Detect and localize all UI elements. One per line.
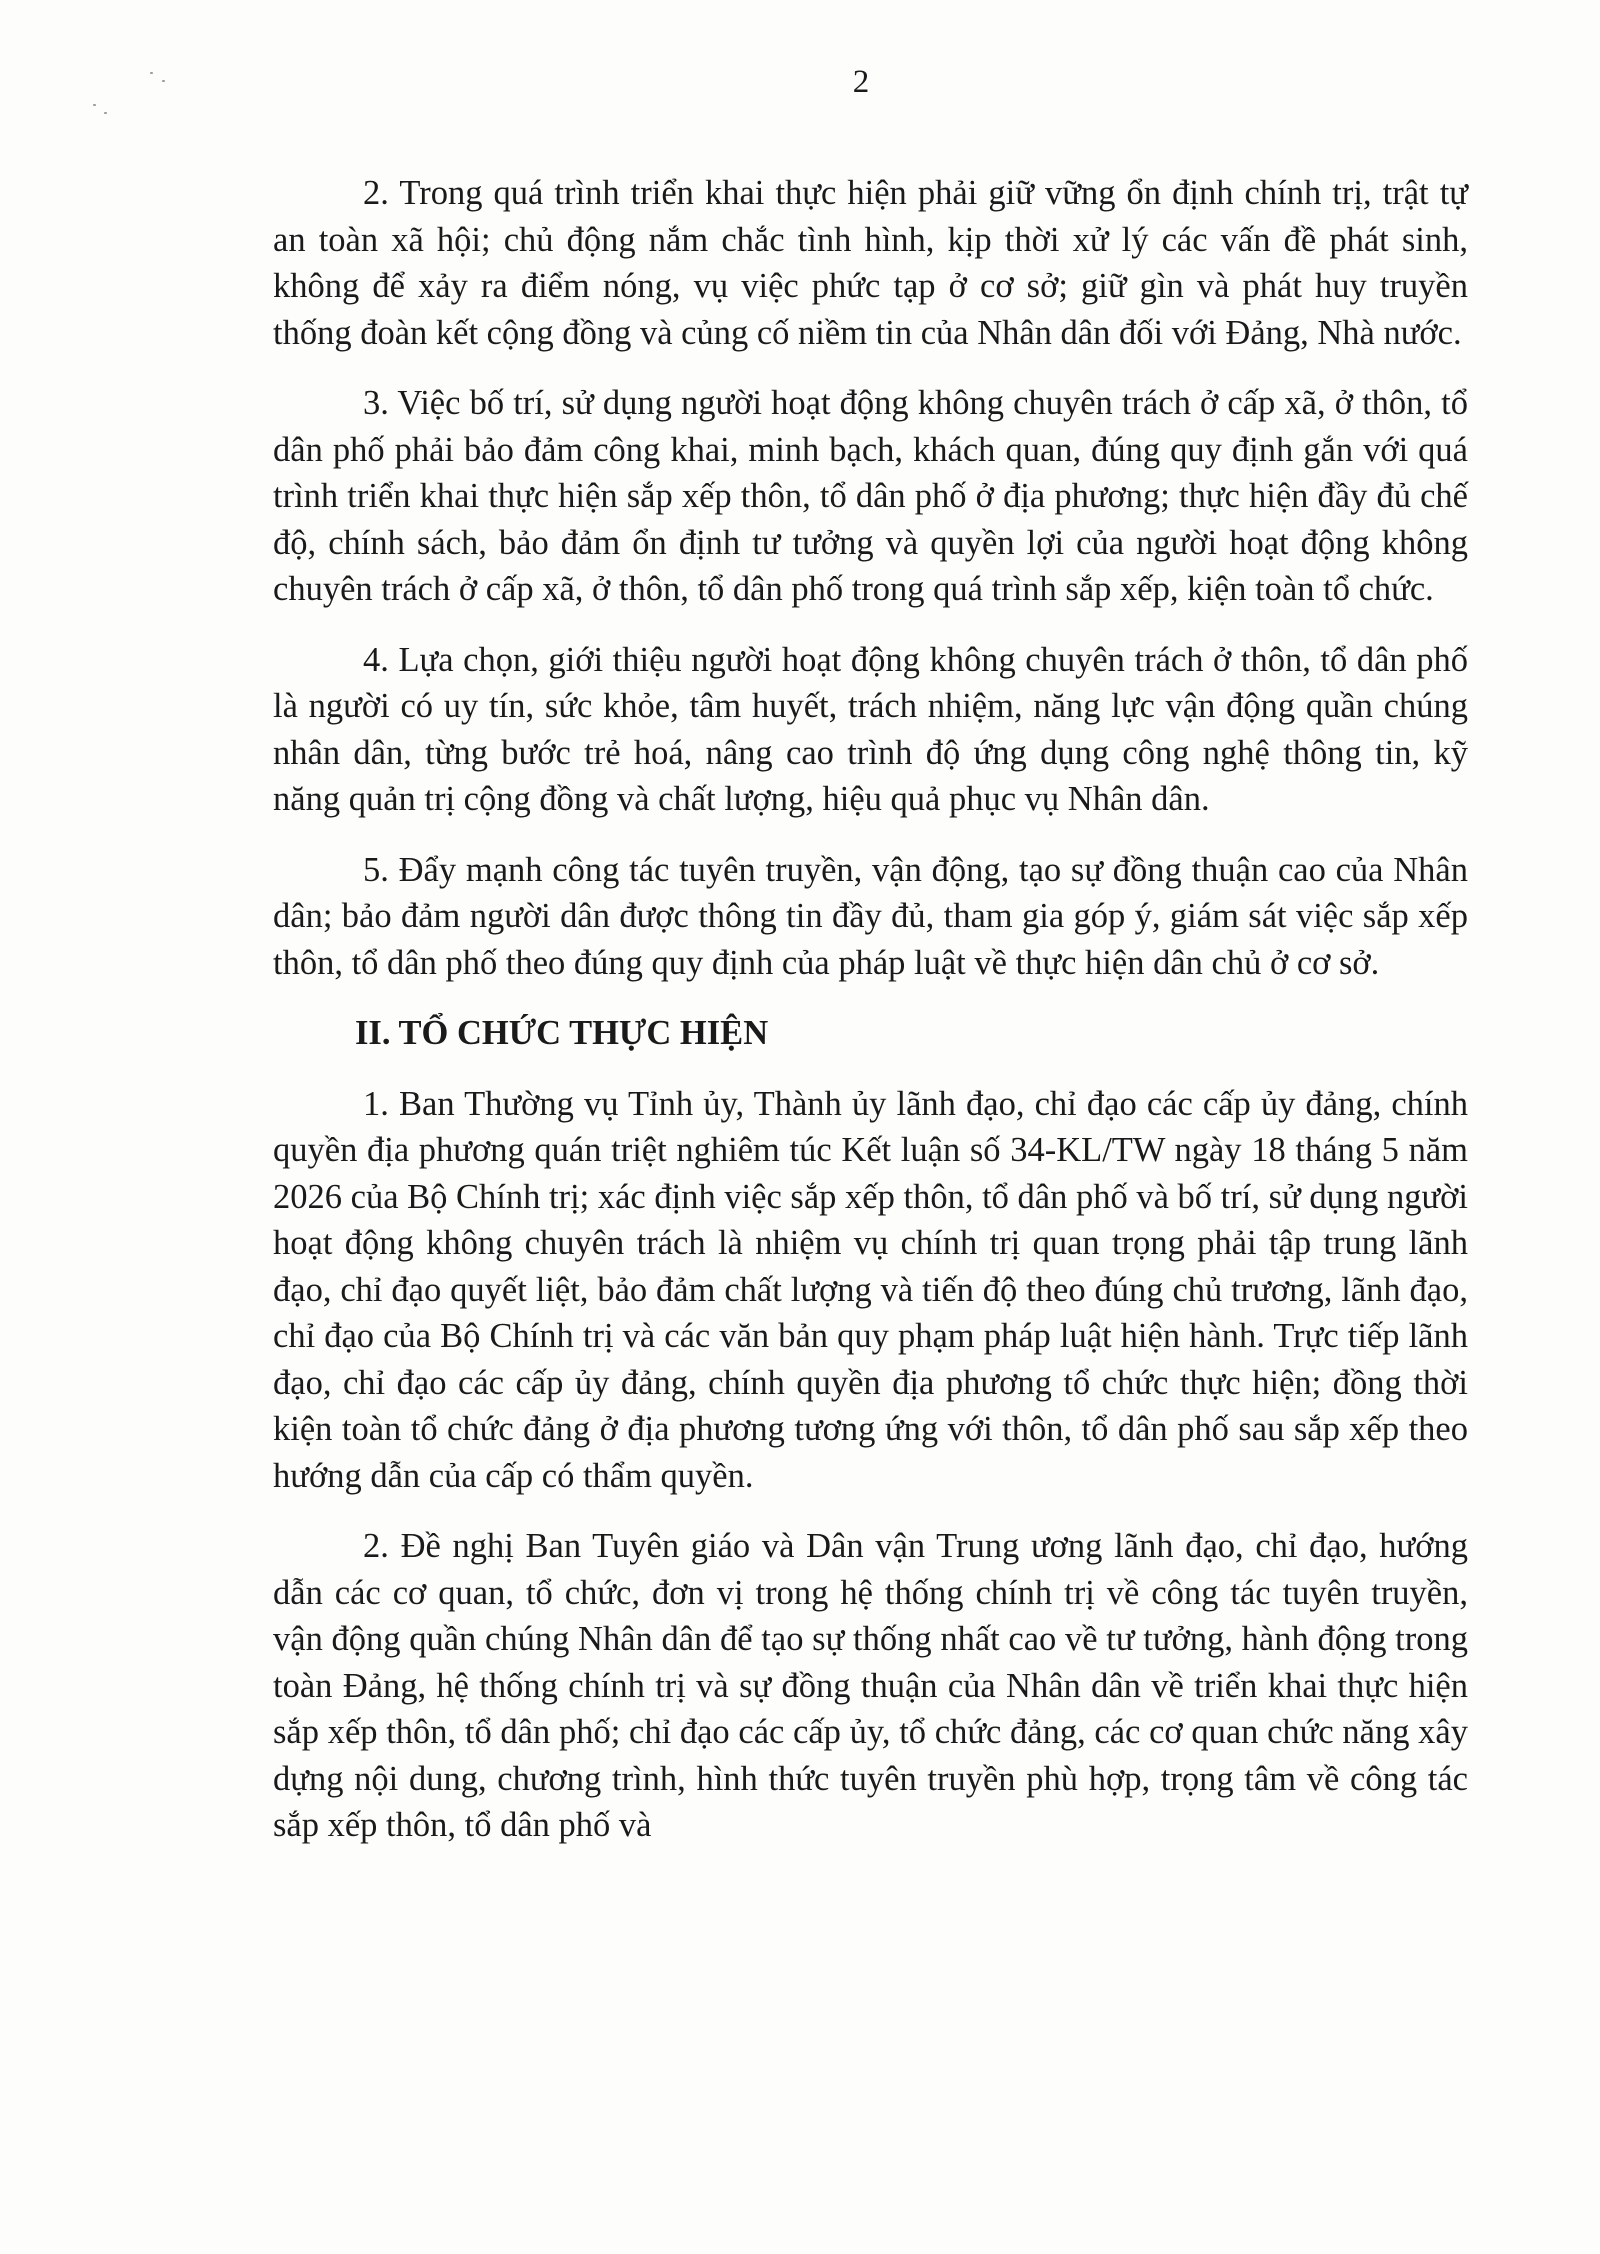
paragraph-item-5: 5. Đẩy mạnh công tác tuyên truyền, vận động, tạo sự đồng thuận cao của Nhân dân; bảo đảm người dân được thông tin đầy đủ, tham gia góp ý, giám sát việc sắp xếp thôn, tổ dân phố theo đúng quy định của pháp luật về thực hiện dân chủ ở cơ sở.: [273, 850, 1468, 982]
page-number: 2: [852, 64, 870, 100]
scan-speck: [104, 112, 107, 114]
paragraph-item-3: 3. Việc bố trí, sử dụng người hoạt động không chuyên trách ở cấp xã, ở thôn, tổ dân phố phải bảo đảm công khai, minh bạch, khách quan, đúng quy định gắn với quá trình triển khai thực hiện sắp xếp thôn, tổ dân phố ở địa phương; thực hiện đầy đủ chế độ, chính sách, bảo đảm ổn định tư tưởng và quyền lợi của người hoạt động không chuyên trách ở cấp xã, ở thôn, tổ dân phố trong quá trình sắp xếp, kiện toàn tổ chức.: [273, 384, 1468, 608]
document-body: [273, 170, 1468, 1871]
section-heading: II. TỔ CHỨC THỰC HIỆN: [355, 1014, 769, 1052]
scan-speck: [93, 104, 96, 106]
paragraph-item-4: 4. Lựa chọn, giới thiệu người hoạt động không chuyên trách ở thôn, tổ dân phố là người có uy tín, sức khỏe, tâm huyết, trách nhiệm, năng lực vận động quần chúng nhân dân, từng bước trẻ hoá, nâng cao trình độ ứng dụng công nghệ thông tin, kỹ năng quản trị cộng đồng và chất lượng, hiệu quả phục vụ Nhân dân.: [273, 640, 1468, 818]
paragraph-implementation-2: 2. Đề nghị Ban Tuyên giáo và Dân vận Trung ương lãnh đạo, chỉ đạo, hướng dẫn các cơ quan, tổ chức, đơn vị trong hệ thống chính trị về công tác tuyên truyền, vận động quần chúng Nhân dân để tạo sự thống nhất cao về tư tưởng, hành động trong toàn Đảng, hệ thống chính trị và sự đồng thuận của Nhân dân về triển khai thực hiện sắp xếp thôn, tổ dân phố; chỉ đạo các cấp ủy, tổ chức đảng, các cơ quan chức năng xây dựng nội dung, chương trình, hình thức tuyên truyền phù hợp, trọng tâm về công tác sắp xếp thôn, tổ dân phố và: [273, 1527, 1468, 1844]
paragraph-implementation-1: 1. Ban Thường vụ Tỉnh ủy, Thành ủy lãnh đạo, chỉ đạo các cấp ủy đảng, chính quyền địa phương quán triệt nghiêm túc Kết luận số 34-KL/TW ngày 18 tháng 5 năm 2026 của Bộ Chính trị; xác định việc sắp xếp thôn, tổ dân phố và bố trí, sử dụng người hoạt động không chuyên trách là nhiệm vụ chính trị quan trọng phải tập trung lãnh đạo, chỉ đạo quyết liệt, bảo đảm chất lượng và tiến độ theo đúng chủ trương, lãnh đạo, chỉ đạo của Bộ Chính trị và các văn bản quy phạm pháp luật hiện hành. Trực tiếp lãnh đạo, chỉ đạo các cấp ủy đảng, chính quyền địa phương tổ chức thực hiện; đồng thời kiện toàn tổ chức đảng ở địa phương tương ứng với thôn, tổ dân phố sau sắp xếp theo hướng dẫn của cấp có thẩm quyền.: [273, 1084, 1468, 1495]
paragraph-item-2: 2. Trong quá trình triển khai thực hiện phải giữ vững ổn định chính trị, trật tự an toàn xã hội; chủ động nắm chắc tình hình, kịp thời xử lý các vấn đề phát sinh, không để xảy ra điểm nóng, vụ việc phức tạp ở cơ sở; giữ gìn và phát huy truyền thống đoàn kết cộng đồng và củng cố niềm tin của Nhân dân đối với Đảng, Nhà nước.: [273, 174, 1468, 352]
